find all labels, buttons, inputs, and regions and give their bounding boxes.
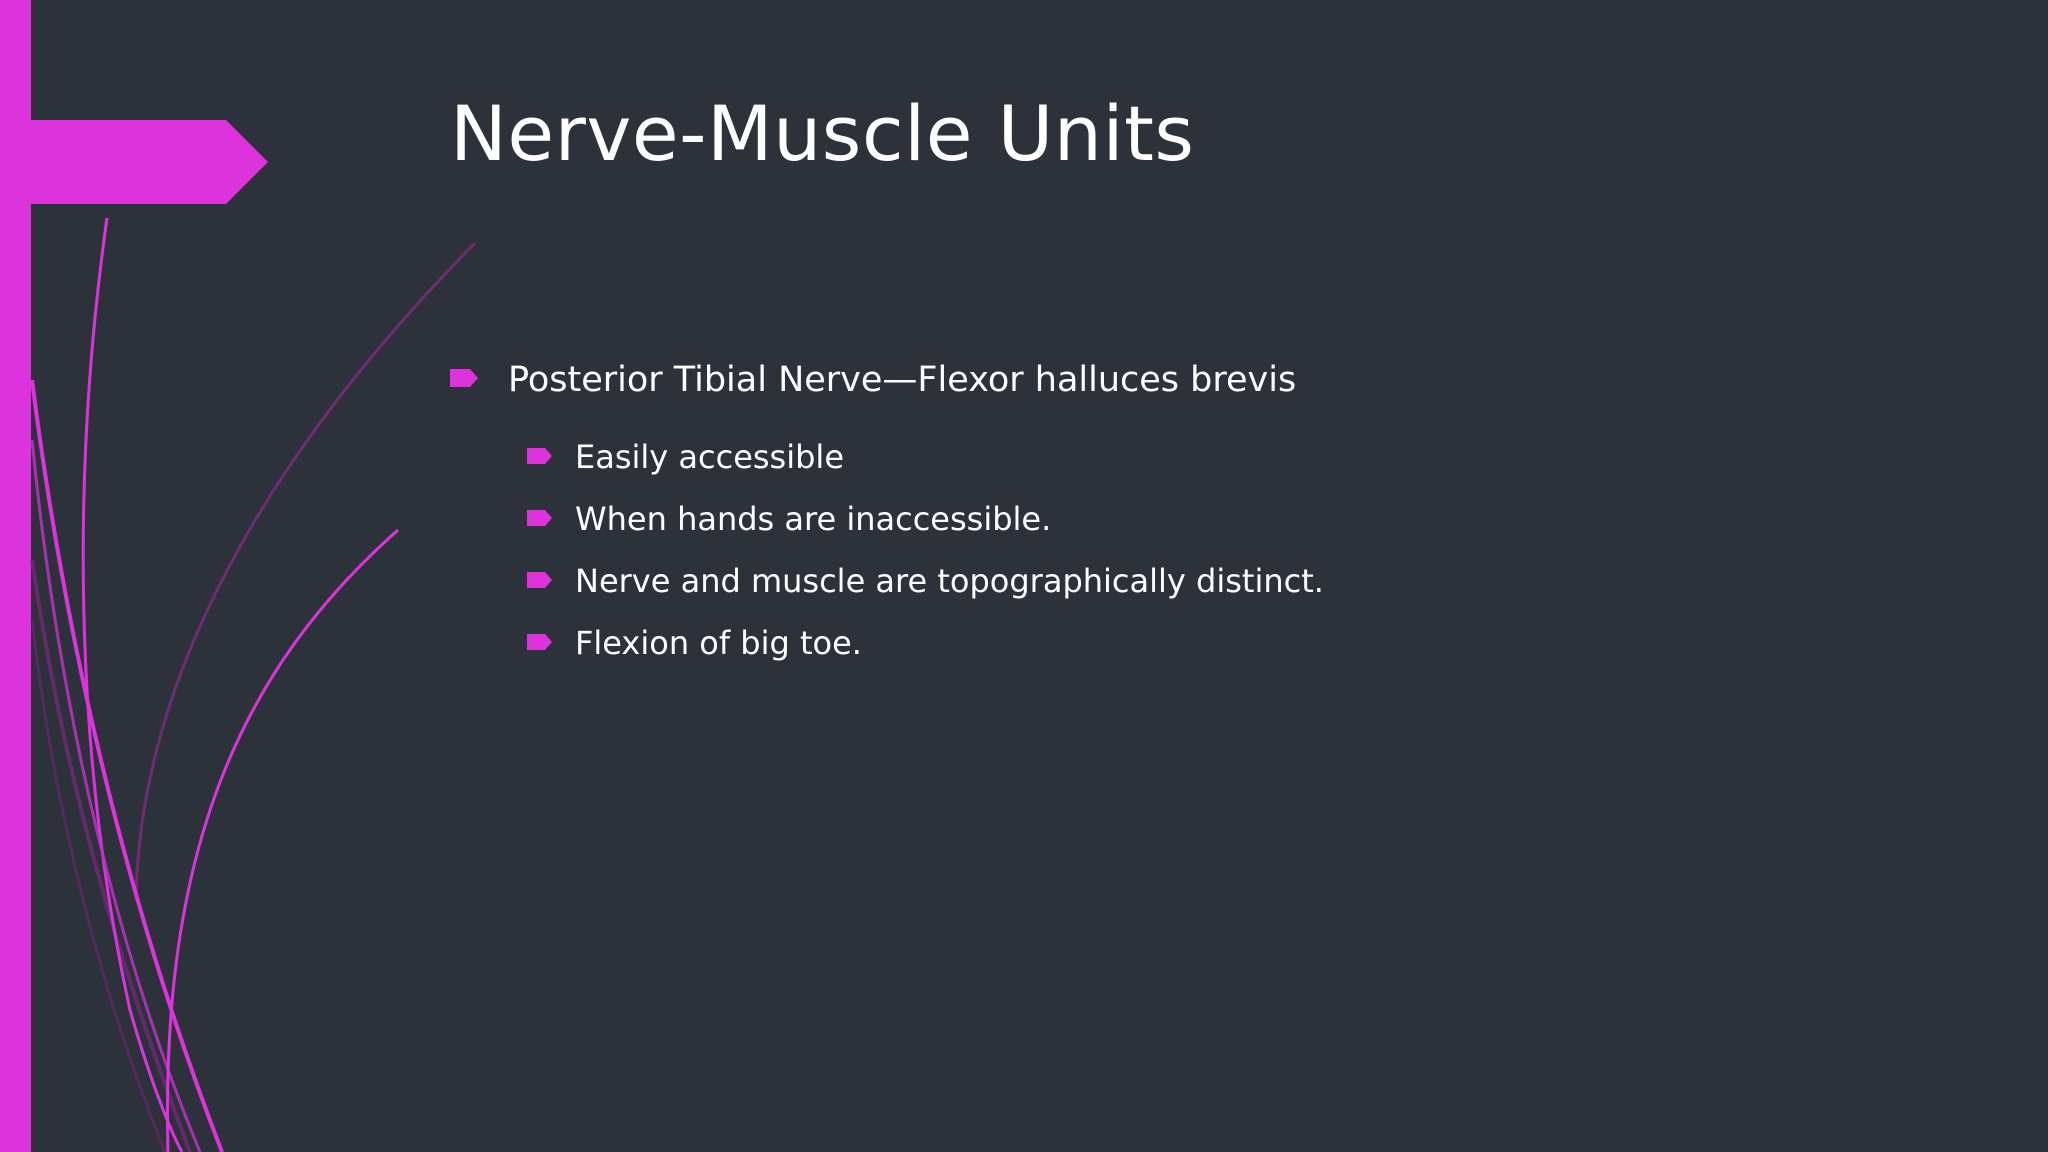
sub-bullet-text: Nerve and muscle are topographically distinct.	[575, 562, 1324, 600]
arrow-bullet-icon	[527, 448, 552, 464]
sub-bullet-text: Easily accessible	[575, 438, 844, 476]
arrow-bullet-icon	[527, 572, 552, 588]
sub-bullet-text: Flexion of big toe.	[575, 624, 862, 662]
bullet-list	[450, 350, 1950, 674]
bullet-item	[450, 350, 1950, 410]
sub-bullet-item	[527, 550, 1950, 612]
arrow-bullet-icon	[450, 369, 478, 387]
arrow-bullet-icon	[527, 634, 552, 650]
sub-bullet-text: When hands are inaccessible.	[575, 500, 1052, 538]
sub-bullet-item	[527, 488, 1950, 550]
title-pointer-tab	[0, 120, 268, 204]
bullet-text: Posterior Tibial Nerve—Flexor halluces brevis	[508, 360, 1297, 400]
sub-bullet-item	[527, 426, 1950, 488]
sub-bullet-item	[527, 612, 1950, 674]
slide-title: Nerve-Muscle Units	[450, 89, 1195, 178]
arrow-bullet-icon	[527, 510, 552, 526]
